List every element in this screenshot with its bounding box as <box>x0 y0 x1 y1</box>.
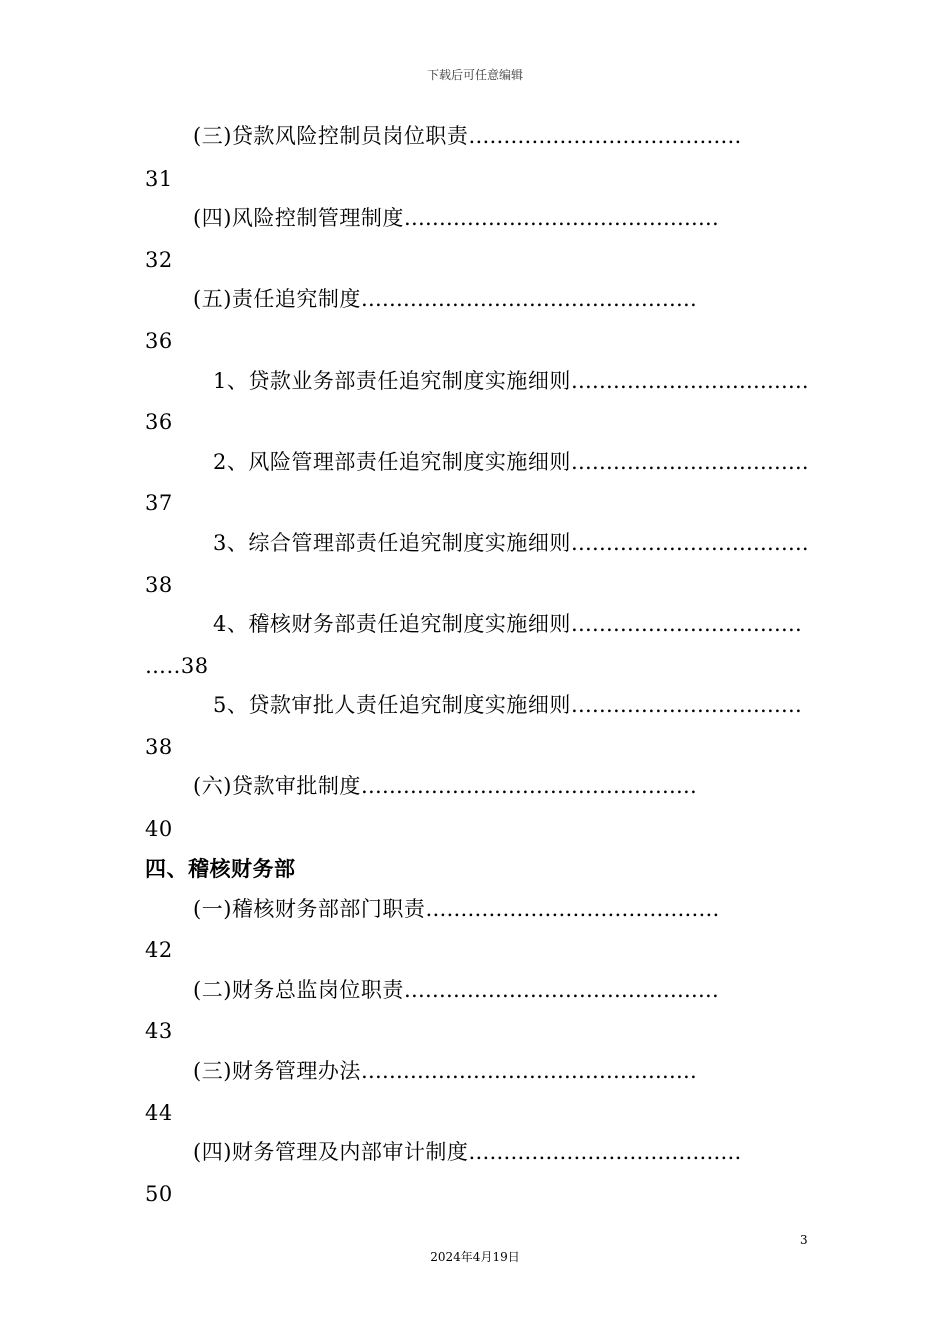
toc-entry[interactable] <box>193 1138 741 1166</box>
toc-entry[interactable] <box>213 367 809 395</box>
toc-leader-dots: …………………………… <box>570 693 802 717</box>
toc-entry-title: (三)贷款风险控制员岗位职责 <box>193 124 469 148</box>
toc-entry-title: (六)贷款审批制度 <box>193 774 361 798</box>
toc-section-heading[interactable]: 四、稽核财务部 <box>145 856 296 881</box>
toc-leader-dots: ……………………………………… <box>403 206 719 230</box>
toc-leader-dots: ………………………………… <box>468 124 742 148</box>
toc-page-number: 44 <box>145 1101 173 1125</box>
toc-leader-dots: ……………………………. <box>570 369 809 393</box>
toc-page-number: 40 <box>145 817 173 841</box>
toc-leader-dots: …………………………… <box>570 612 802 636</box>
toc-leader-dots: ………………………………………… <box>360 287 697 311</box>
toc-entry[interactable] <box>193 204 719 232</box>
footer-date: 2024年4月19日 <box>430 1250 520 1264</box>
toc-entry[interactable] <box>193 895 719 923</box>
toc-entry[interactable] <box>193 772 697 800</box>
toc-entry[interactable] <box>193 1057 697 1085</box>
toc-entry-title: (五)责任追究制度 <box>193 287 361 311</box>
toc-entry-title: (四)财务管理及内部审计制度 <box>193 1140 469 1164</box>
toc-entry-title: 3、综合管理部责任追究制度实施细则 <box>213 531 571 555</box>
toc-entry-title: (四)风险控制管理制度 <box>193 206 404 230</box>
toc-entry-title: 1、贷款业务部责任追究制度实施细则 <box>213 369 571 393</box>
toc-page-number: 37 <box>145 491 173 515</box>
toc-entry[interactable] <box>193 122 741 150</box>
toc-page-number: 38 <box>145 573 173 597</box>
toc-leader-dots: ………………………………………… <box>360 774 697 798</box>
toc-entry[interactable] <box>193 976 719 1004</box>
toc-entry[interactable] <box>213 529 809 557</box>
toc-entry-title: (三)财务管理办法 <box>193 1059 361 1083</box>
toc-page-number: 38 <box>145 735 173 759</box>
toc-entry-title: 5、贷款审批人责任追究制度实施细则 <box>213 693 571 717</box>
toc-page-number: 50 <box>145 1182 173 1206</box>
toc-page-number: …..38 <box>145 654 209 678</box>
toc-leader-dots: ……………………………. <box>570 450 809 474</box>
toc-page-number: 31 <box>145 167 173 191</box>
toc-page-number: 43 <box>145 1019 173 1043</box>
toc-leader-dots: ………………………………………… <box>360 1059 697 1083</box>
toc-page-number: 32 <box>145 248 173 272</box>
toc-entry[interactable] <box>213 691 802 719</box>
toc-entry-title: 2、风险管理部责任追究制度实施细则 <box>213 450 571 474</box>
toc-entry-title: (一)稽核财务部部门职责 <box>193 897 426 921</box>
toc-entry-title: (二)财务总监岗位职责 <box>193 978 404 1002</box>
toc-entry[interactable] <box>213 610 802 638</box>
toc-page-number: 42 <box>145 938 173 962</box>
toc-entry-title: 4、稽核财务部责任追究制度实施细则 <box>213 612 571 636</box>
toc-entry[interactable] <box>193 285 697 313</box>
toc-leader-dots: …………………………………… <box>425 897 720 921</box>
toc-page-number: 36 <box>145 410 173 434</box>
toc-leader-dots: ………………………………… <box>468 1140 742 1164</box>
toc-leader-dots: ……………………………………… <box>403 978 719 1002</box>
toc-leader-dots: ……………………………. <box>570 531 809 555</box>
header-note: 下载后可任意编辑 <box>426 68 523 82</box>
toc-page-number: 36 <box>145 329 173 353</box>
toc-entry[interactable] <box>213 448 809 476</box>
page-number: 3 <box>800 1233 808 1247</box>
